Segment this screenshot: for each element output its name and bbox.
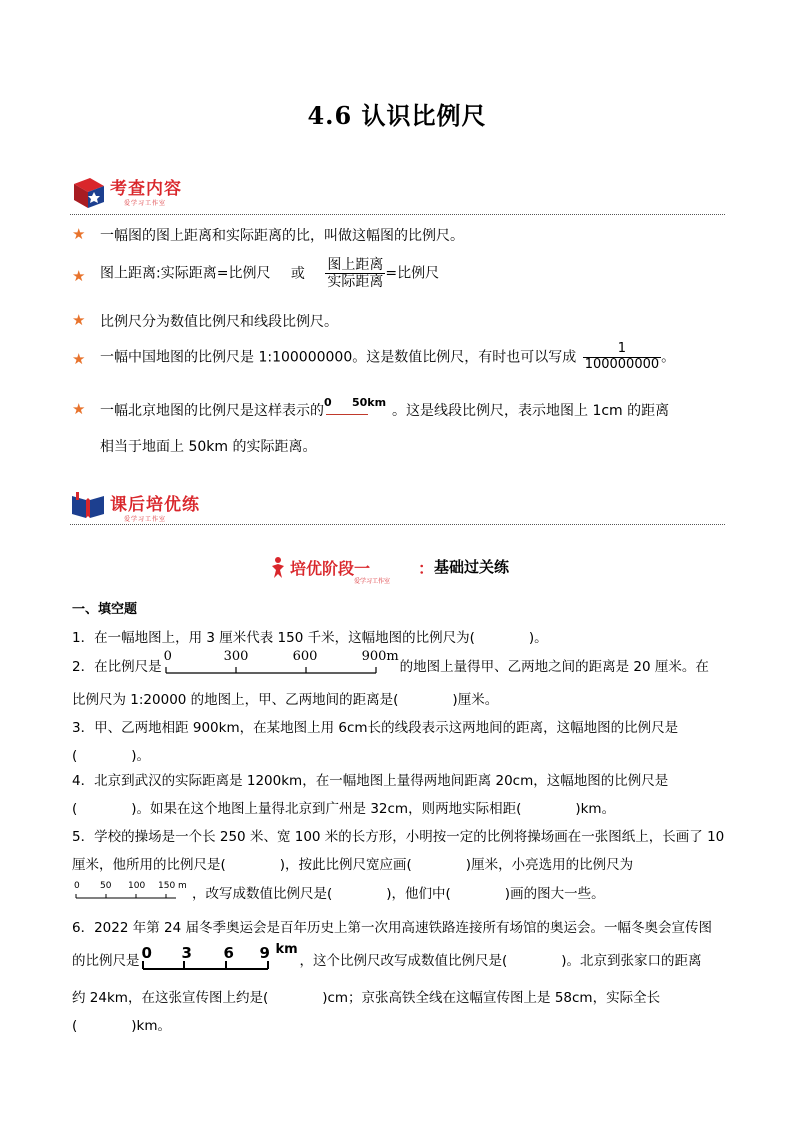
point-5-cont: 相当于地面上 50km 的实际距离。 bbox=[100, 439, 317, 455]
cube-icon bbox=[70, 174, 106, 210]
section-label: 课后培优练 bbox=[110, 495, 200, 515]
section-header-exam-content bbox=[70, 172, 270, 216]
star-icon: ★ bbox=[72, 350, 86, 368]
line-scale: 0 50 100 150 m bbox=[74, 881, 187, 891]
section-label: 考查内容 bbox=[110, 179, 182, 199]
line-scale: 0 3 6 9 km bbox=[141, 942, 298, 962]
question-4: 4．北京到武汉的实际距离是 1200km，在一幅地图上量得两地间距离 20cm，这幅地图的比例尺是 bbox=[72, 773, 669, 789]
point-3: 比例尺分为数值比例尺和线段比例尺。 bbox=[100, 314, 338, 330]
question-6: 6．2022 年第 24 届冬季奥运会是百年历史上第一次用高速铁路连接所有场馆的奥运会。一幅冬奥会宣传图 bbox=[72, 920, 712, 936]
star-icon: ★ bbox=[72, 225, 86, 243]
question-5-cont: 厘米，他所用的比例尺是( )，按此比例尺宽应画( )厘米，小亮选用的比例尺为 bbox=[72, 857, 634, 873]
question-6-cont3: ( )km。 bbox=[72, 1018, 172, 1034]
divider bbox=[70, 524, 725, 525]
star-icon: ★ bbox=[72, 400, 86, 418]
question-2: 2．在比例尺是 0 300 600 900m 的地图上量得甲、乙两地之间的距离是 20 厘米。在 bbox=[72, 649, 709, 675]
page-title: 4.6 认识比例尺 bbox=[307, 101, 487, 130]
line-scale: 0 300 600 900m bbox=[163, 649, 399, 664]
question-5: 5．学校的操场是一个长 250 米、宽 100 米的长方形，小明按一定的比例将操场画在一张图纸上，长画了 10 bbox=[72, 829, 725, 845]
brand-text: 爱学习工作室 bbox=[354, 578, 391, 585]
divider bbox=[70, 214, 725, 215]
brand-text: 爱学习工作室 bbox=[124, 200, 167, 207]
question-5-cont2: 0 50 100 150 m ，改写成数值比例尺是( )，他们中( )画的图大一些。 bbox=[74, 881, 605, 902]
stage-subtitle: 基础过关练 bbox=[434, 558, 510, 576]
question-6-cont: 的比例尺是 0 3 6 9 km ，这个比例尺改写成数值比例尺是( )。北京到张家口的距离 bbox=[72, 948, 702, 972]
question-6-cont2: 约 24km，在这张宣传图上约是( )cm；京张高铁全线在这幅宣传图上是 58cm，实际全长 bbox=[72, 990, 661, 1006]
section-header-practice bbox=[70, 488, 270, 532]
question-3: 3．甲、乙两地相距 900km，在某地图上用 6cm长的线段表示这两地间的距离，这幅地图的比例尺是 bbox=[72, 720, 679, 736]
star-icon: ★ bbox=[72, 267, 86, 285]
question-1: 1．在一幅地图上，用 3 厘米代表 150 千米，这幅地图的比例尺为( )。 bbox=[72, 630, 548, 646]
fraction: $\frac{1}{100000000}$ bbox=[584, 341, 660, 372]
line-scale: 0 50km bbox=[324, 400, 392, 420]
star-icon: ★ bbox=[72, 311, 86, 329]
brand-text: 爱学习工作室 bbox=[124, 516, 167, 523]
stage-header: 培优阶段一 ： 基础过关练 爱学习工作室 bbox=[272, 556, 572, 586]
question-2-cont: 比例尺为 1:20000 的地图上，甲、乙两地间的距离是( )厘米。 bbox=[72, 692, 499, 708]
question-3-cont: ( )。 bbox=[72, 748, 151, 764]
part-heading: 一、填空题 bbox=[72, 602, 138, 617]
point-5: 一幅北京地图的比例尺是这样表示的 0 50km 。这是线段比例尺，表示地图上 1cm 的距离 bbox=[100, 396, 670, 419]
question-4-cont: ( )。如果在这个地图上量得北京到广州是 32cm，则两地实际相距( )km。 bbox=[72, 801, 616, 817]
stage-label: 培优阶段一 bbox=[290, 559, 371, 578]
point-4: 一幅中国地图的比例尺是 1:100000000。这是数值比例尺，有时也可以写成 $\frac{1}{100000000}$ 。 bbox=[100, 341, 676, 372]
point-2: 图上距离:实际距离=比例尺 或 $\frac{\text{图上距离}}{\text{实际距离}}$ =比例尺 bbox=[100, 257, 440, 291]
book-icon bbox=[70, 490, 106, 520]
figure-icon bbox=[268, 556, 288, 580]
fraction: $\frac{\text{图上距离}}{\text{实际距离}}$ bbox=[327, 257, 384, 291]
point-1: 一幅图的图上距离和实际距离的比，叫做这幅图的比例尺。 bbox=[100, 228, 464, 244]
